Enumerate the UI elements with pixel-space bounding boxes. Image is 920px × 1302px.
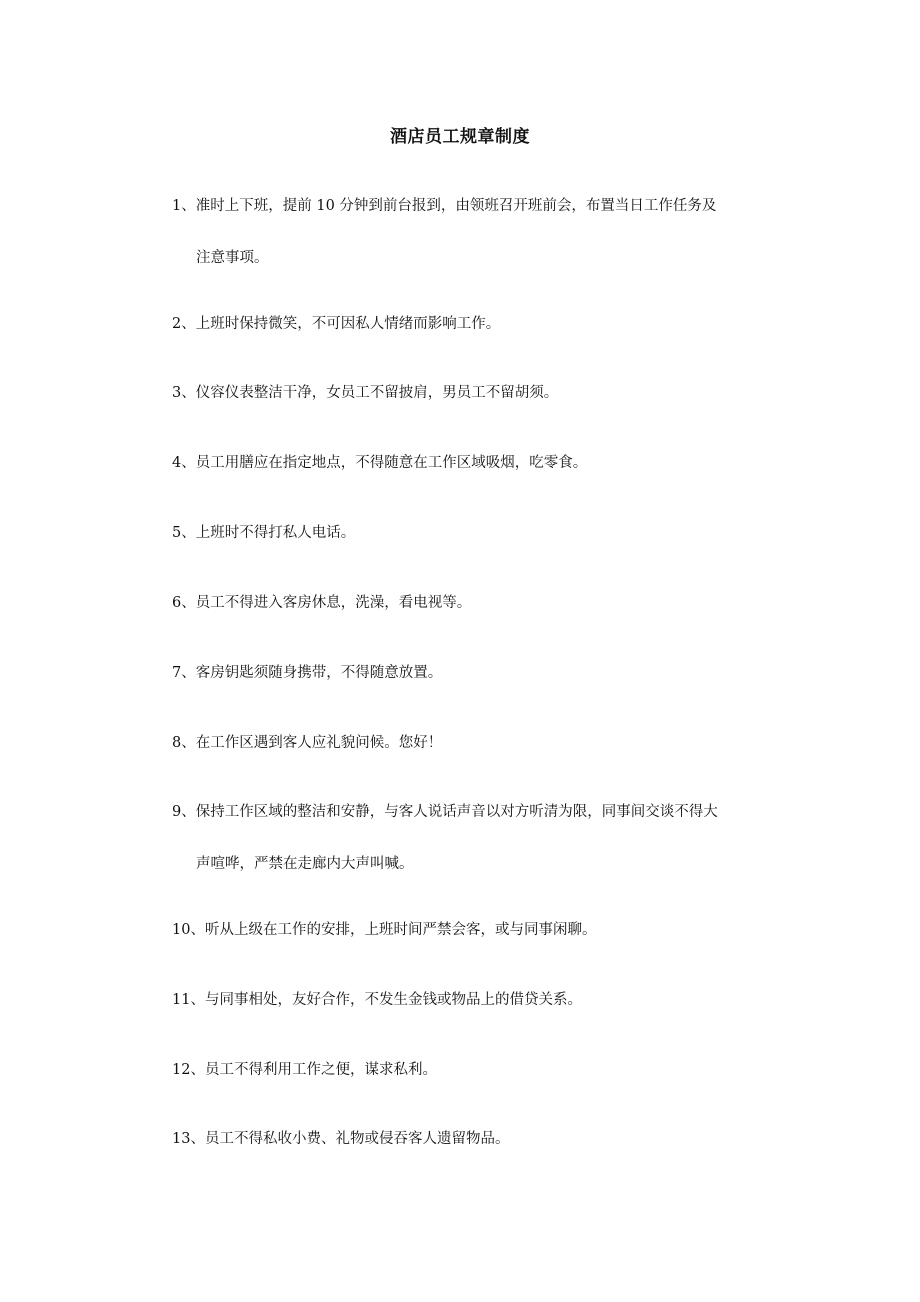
- rule-number: 13、: [172, 1131, 205, 1147]
- rule-number: 11、: [172, 992, 205, 1008]
- rule-item-9: [172, 800, 792, 876]
- rule-item-5: [172, 521, 792, 545]
- rule-item-3: [172, 381, 792, 405]
- rule-item-7: [172, 661, 792, 685]
- rule-text: 客房钥匙须随身携带，不得随意放置。: [195, 665, 443, 681]
- rule-number: 1、: [172, 198, 196, 214]
- rule-text: 员工不得利用工作之便，谋求私利。: [204, 1062, 437, 1078]
- rule-text: 听从上级在工作的安排，上班时间严禁会客，或与同事闲聊。: [204, 922, 597, 938]
- rule-number: 9、: [172, 804, 196, 820]
- rule-number: 10、: [172, 922, 205, 938]
- rule-text-continued: 注意事项。: [196, 250, 269, 266]
- rule-text: 与同事相处，友好合作，不发生金钱或物品上的借贷关系。: [204, 992, 582, 1008]
- rule-text: 准时上下班，提前 10 分钟到前台报到，由领班召开班前会，布置当日工作任务及: [195, 198, 717, 214]
- rule-text: 上班时不得打私人电话。: [195, 525, 356, 541]
- rule-item-2: [172, 312, 792, 336]
- rule-number: 8、: [172, 735, 196, 751]
- rule-item-13: [172, 1127, 792, 1151]
- rule-number: 3、: [172, 385, 196, 401]
- rule-number: 6、: [172, 595, 196, 611]
- rule-number: 2、: [172, 316, 196, 332]
- document-title: 酒店员工规章制度: [390, 127, 530, 147]
- rule-item-4: [172, 451, 792, 475]
- rule-text: 上班时保持微笑，不可因私人情绪而影响工作。: [195, 316, 501, 332]
- rule-number: 7、: [172, 665, 196, 681]
- rule-text: 员工用膳应在指定地点，不得随意在工作区域吸烟，吃零食。: [195, 455, 588, 471]
- rule-item-12: [172, 1058, 792, 1082]
- rule-item-8: [172, 731, 792, 755]
- rule-text: 仪容仪表整洁干净，女员工不留披肩，男员工不留胡须。: [195, 385, 559, 401]
- rule-text: 员工不得私收小费、礼物或侵吞客人遗留物品。: [204, 1131, 510, 1147]
- rule-item-6: [172, 591, 792, 615]
- rule-text: 保持工作区域的整洁和安静，与客人说话声音以对方听清为限，同事间交谈不得大: [195, 804, 718, 820]
- rule-text: 在工作区遇到客人应礼貌问候。您好！: [195, 735, 443, 751]
- rule-item-11: [172, 988, 792, 1012]
- rule-number: 4、: [172, 455, 196, 471]
- rule-item-10: [172, 918, 792, 942]
- rule-item-1: [172, 194, 792, 270]
- rule-text-continued: 声喧哗，严禁在走廊内大声叫喊。: [196, 856, 414, 872]
- rule-number: 5、: [172, 525, 196, 541]
- rule-text: 员工不得进入客房休息，洗澡，看电视等。: [195, 595, 472, 611]
- rule-number: 12、: [172, 1062, 205, 1078]
